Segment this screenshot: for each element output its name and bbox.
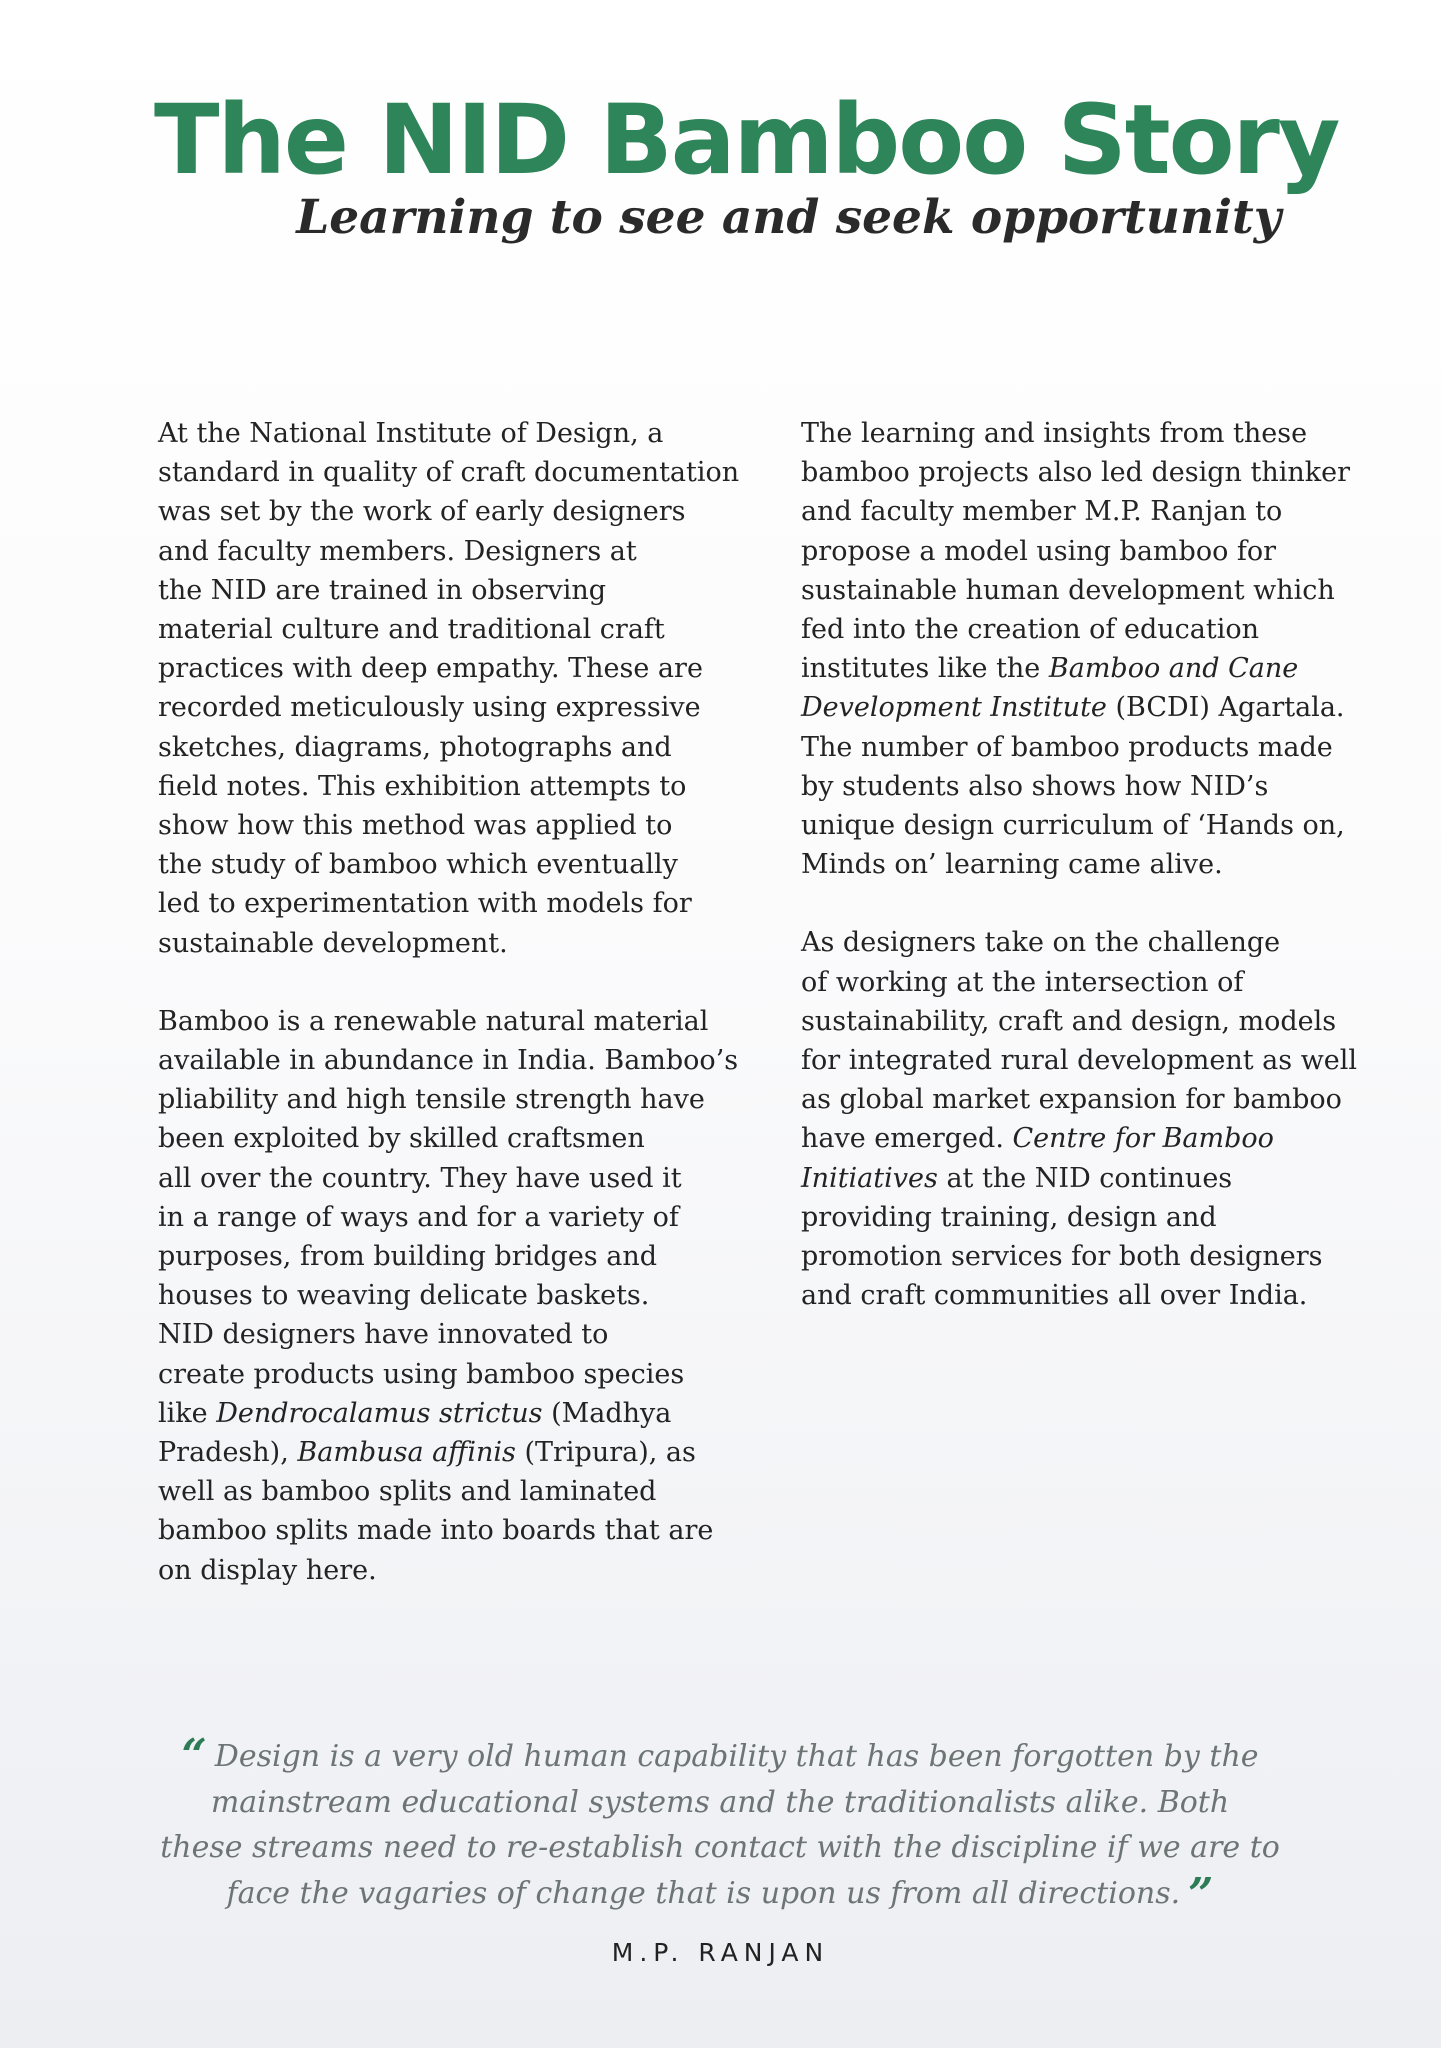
right-paragraph-1: [801, 414, 1361, 884]
pull-quote: [160, 1730, 1280, 1920]
text-line: as global market expansion for bamboo: [801, 1084, 1342, 1116]
text-line: [801, 1159, 1361, 1198]
text-line: was set by the work of early designers: [158, 496, 686, 528]
text-line: standard in quality of craft documentation: [158, 457, 740, 489]
text-fragment: (Tripura), as: [515, 1437, 696, 1469]
text-line: sketches, diagrams, photographs and: [158, 731, 672, 763]
text-line: all over the country. They have used it: [158, 1162, 682, 1194]
quote-text: Design is a very old human capability that has been forgotten by the: [214, 1739, 1259, 1774]
institute-name: Bamboo and Cane: [1048, 653, 1299, 685]
quote-author: M.P. RANJAN: [611, 1938, 830, 1967]
text-fragment: (BCDI) Agartala.: [1106, 692, 1345, 724]
quote-text: face the vagaries of change that is upon us from all directions.: [226, 1875, 1181, 1911]
text-line: of working at the intersection of: [801, 966, 1244, 998]
text-line: available in abundance in India. Bamboo’s: [158, 1045, 739, 1077]
text-line: purposes, from building bridges and: [158, 1241, 658, 1273]
text-line: sustainable human development which: [801, 574, 1335, 606]
text-line: field notes. This exhibition attempts to: [158, 770, 687, 802]
page-title: The NID Bamboo Story: [154, 84, 1339, 196]
text-line: houses to weaving delicate baskets.: [158, 1280, 650, 1312]
open-quote-icon: “: [181, 1730, 207, 1781]
text-line: led to experimentation with models for: [158, 888, 692, 920]
text-fragment: (Madhya: [542, 1397, 672, 1429]
text-line: and craft communities all over India.: [801, 1280, 1308, 1312]
text-line: At the National Institute of Design, a: [158, 418, 664, 449]
text-line: the NID are trained in observing: [158, 574, 607, 606]
quote-line: mainstream educational systems and the traditionalists alike. Both: [210, 1784, 1230, 1820]
right-paragraph-2: [801, 923, 1361, 1315]
text-line: As designers take on the challenge: [801, 927, 1281, 959]
text-line: sustainability, craft and design, models: [801, 1005, 1337, 1037]
text-fragment: at the NID continues: [937, 1162, 1233, 1194]
close-quote-icon: ”: [1188, 1868, 1214, 1920]
text-line: pliability and high tensile strength have: [158, 1084, 705, 1116]
text-line: and faculty member M.P. Ranjan to: [801, 496, 1283, 528]
text-line: well as bamboo splits and laminated: [158, 1476, 657, 1508]
text-line: bamboo projects also led design thinker: [801, 457, 1350, 489]
text-line: providing training, design and: [801, 1201, 1217, 1233]
text-line: sustainable development.: [158, 927, 508, 959]
text-line: the study of bamboo which eventually: [158, 849, 678, 881]
page-subtitle: Learning to see and seek opportunity: [296, 190, 1281, 245]
text-line: on display here.: [158, 1554, 377, 1586]
text-line: material culture and traditional craft: [158, 614, 665, 646]
text-fragment: Pradesh),: [158, 1437, 298, 1469]
text-line: been exploited by skilled craftsmen: [158, 1123, 645, 1155]
text-line: and faculty members. Designers at: [158, 535, 637, 567]
text-line: unique design curriculum of ‘Hands on,: [801, 810, 1345, 842]
text-fragment: institutes like the: [801, 653, 1049, 685]
text-line: practices with deep empathy. These are: [158, 653, 703, 685]
text-line: [158, 1433, 748, 1472]
text-line: promotion services for both designers: [801, 1241, 1323, 1273]
text-fragment: have emerged.: [801, 1123, 1013, 1155]
text-line: NID designers have innovated to: [158, 1319, 609, 1351]
text-line: propose a model using bamboo for: [801, 535, 1277, 567]
text-line: [801, 649, 1361, 688]
text-line: [801, 1119, 1361, 1158]
text-line: show how this method was applied to: [158, 810, 673, 842]
text-line: The learning and insights from these: [801, 418, 1308, 449]
centre-name: Centre for Bamboo: [1012, 1123, 1274, 1155]
centre-name: Initiatives: [801, 1162, 938, 1194]
text-line: [801, 688, 1361, 727]
text-line: The number of bamboo products made: [801, 731, 1333, 763]
quote-line: these streams need to re-establish contact with the discipline if we are to: [160, 1830, 1280, 1865]
text-line: for integrated rural development as well: [801, 1045, 1358, 1077]
left-paragraph-1: [158, 414, 748, 963]
quote-line: [160, 1868, 1280, 1920]
text-line: Bamboo is a renewable natural material: [158, 1005, 709, 1037]
text-line: bamboo splits made into boards that are: [158, 1515, 714, 1547]
text-line: create products using bamboo species: [158, 1358, 685, 1390]
quote-line: [160, 1730, 1280, 1781]
left-paragraph-2: [158, 1002, 748, 1590]
text-line: fed into the creation of education: [801, 614, 1259, 646]
text-line: by students also shows how NID’s: [801, 770, 1269, 802]
text-line: in a range of ways and for a variety of: [158, 1201, 679, 1233]
species-name: Dendrocalamus strictus: [216, 1397, 543, 1429]
right-column: [801, 414, 1361, 1354]
species-name: Bambusa affinis: [297, 1437, 516, 1469]
text-line: recorded meticulously using expressive: [158, 692, 701, 724]
text-line: Minds on’ learning came alive.: [801, 849, 1223, 881]
text-fragment: like: [158, 1397, 217, 1429]
institute-name: Development Institute: [801, 692, 1107, 724]
text-line: [158, 1394, 748, 1433]
left-column: [158, 414, 748, 1629]
